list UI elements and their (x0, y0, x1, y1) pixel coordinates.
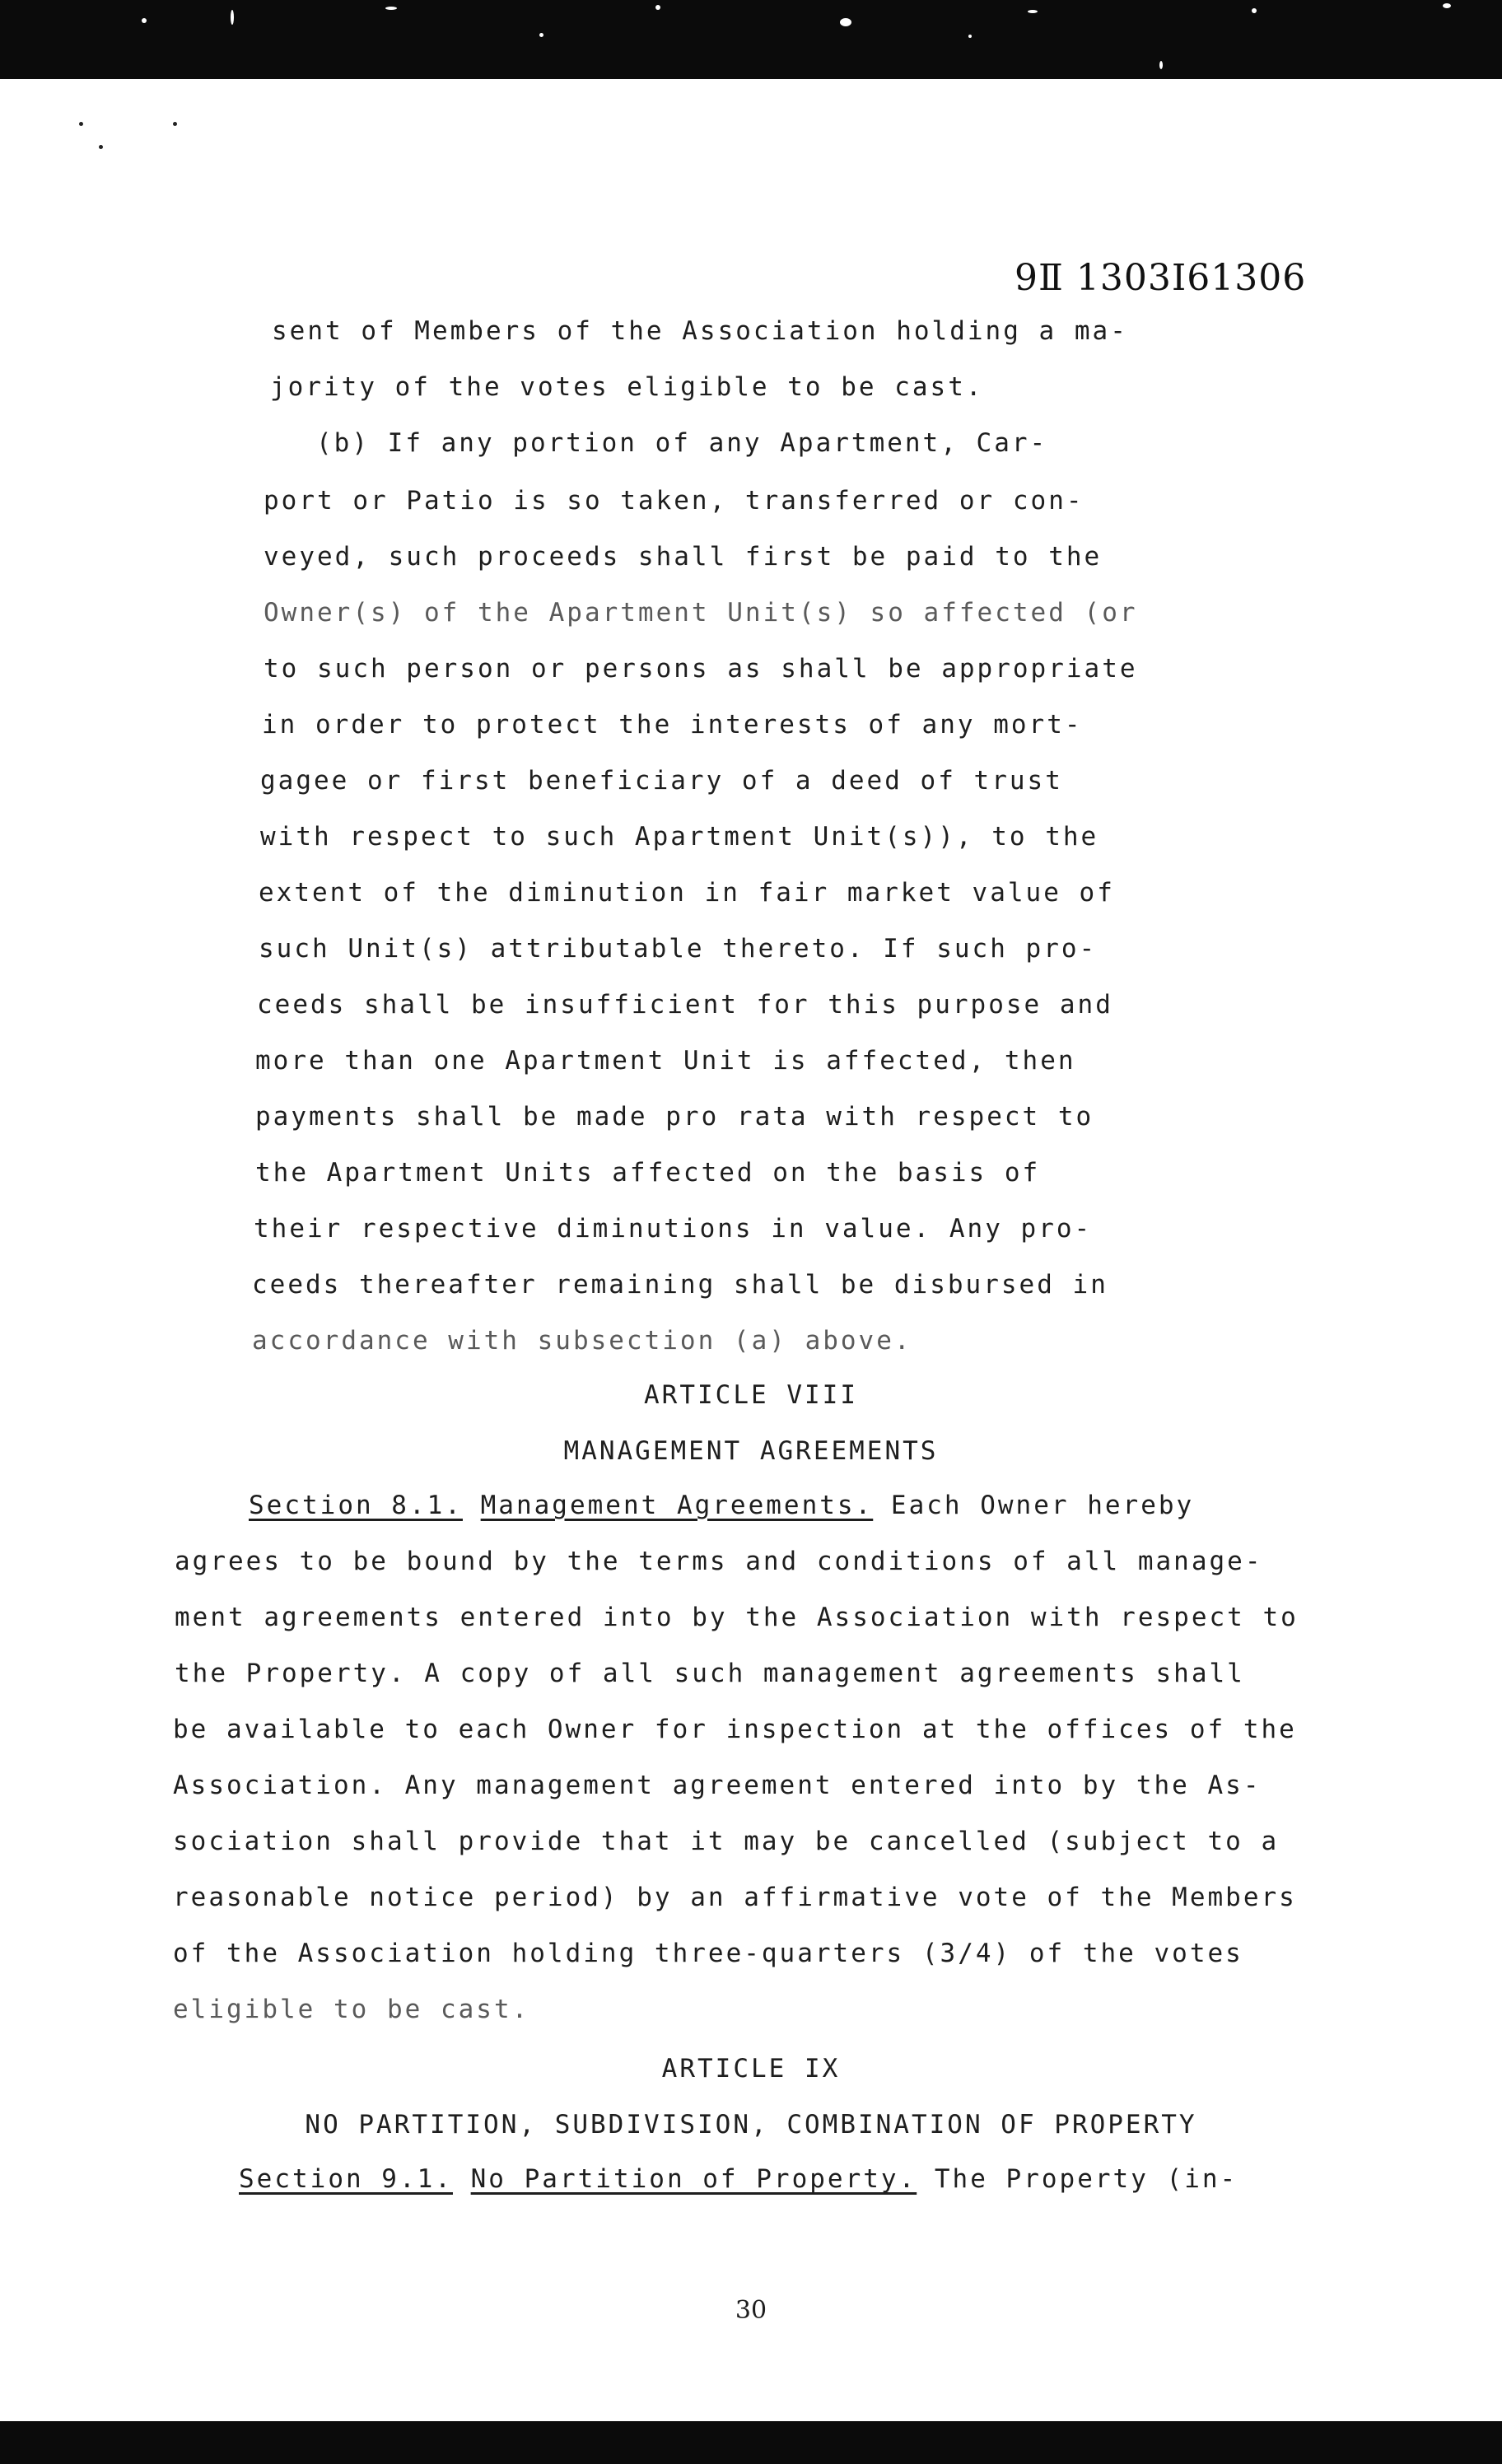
text-line: more than one Apartment Unit is affected, then (255, 1046, 1076, 1076)
scan-speck (1252, 8, 1257, 13)
article-heading: ARTICLE IX (661, 2054, 841, 2084)
scan-speck (840, 18, 851, 26)
text-line: extent of the diminution in fair market value of (259, 878, 1115, 908)
text-line: ceeds thereafter remaining shall be disbursed in (252, 1270, 1108, 1300)
scan-speck (385, 7, 397, 10)
text-line: in order to protect the interests of any mort- (262, 710, 1083, 740)
scan-speck (539, 33, 543, 37)
section-number: Section 8.1. (249, 1491, 463, 1520)
text-line: their respective diminutions in value. Any pro- (254, 1214, 1093, 1244)
scan-speck (1028, 10, 1038, 13)
section-heading-line (239, 2163, 1238, 2196)
text-line: be available to each Owner for inspection at the offices of the (173, 1715, 1297, 1744)
text-line: accordance with subsection (a) above. (252, 1326, 912, 1356)
scan-speck (173, 122, 177, 126)
text-line: ceeds shall be insufficient for this purpose and (257, 990, 1113, 1020)
text-line: jority of the votes eligible to be cast. (270, 372, 984, 402)
text-line: port or Patio is so taken, transferred or con- (264, 486, 1085, 516)
scan-speck (79, 122, 83, 126)
text-line: the Property. A copy of all such management agreements shall (175, 1659, 1245, 1688)
scan-speck (968, 35, 972, 38)
text-line: eligible to be cast. (173, 1995, 530, 2024)
section-title: Management Agreements. (480, 1491, 874, 1520)
section-title: No Partition of Property. (470, 2164, 917, 2194)
scan-speck (142, 18, 147, 23)
recording-stamp: 9Ⅱ 1303Ⅰ61306 (1015, 257, 1307, 299)
text-line: veyed, such proceeds shall first be paid to the (264, 542, 1103, 572)
page-number: 30 (735, 2296, 767, 2325)
text-line: Association. Any management agreement entered into by the As- (173, 1771, 1262, 1800)
article-title: MANAGEMENT AGREEMENTS (563, 1436, 939, 1466)
section-text: Each Owner hereby (873, 1491, 1195, 1520)
scan-speck (99, 145, 103, 149)
article-title: NO PARTITION, SUBDIVISION, COMBINATION OF PROPERTY (305, 2110, 1197, 2140)
text-line: ment agreements entered into by the Association with respect to (175, 1603, 1299, 1632)
text-line: to such person or persons as shall be appropriate (264, 654, 1138, 684)
scan-speck (1443, 3, 1451, 8)
scan-bottom-border (0, 2421, 1502, 2464)
section-heading-line (249, 1489, 1194, 1522)
scan-speck (655, 5, 660, 10)
text-line: payments shall be made pro rata with respect to (255, 1102, 1094, 1132)
text-line: the Apartment Units affected on the basis of (255, 1158, 1041, 1188)
scan-speck (231, 10, 234, 25)
text-line: sociation shall provide that it may be cancelled (subject to a (173, 1827, 1280, 1856)
article-heading: ARTICLE VIII (644, 1380, 858, 1410)
text-line: gagee or first beneficiary of a deed of trust (260, 766, 1063, 796)
section-text: The Property (in- (917, 2164, 1238, 2194)
text-line: (b) If any portion of any Apartment, Car- (316, 428, 1048, 458)
scan-speck (1159, 61, 1163, 69)
text-line: reasonable notice period) by an affirmative vote of the Members (173, 1883, 1297, 1912)
scan-top-border (0, 0, 1502, 79)
text-line: of the Association holding three-quarters (3/4) of the votes (173, 1939, 1243, 1968)
section-number: Section 9.1. (239, 2164, 453, 2194)
text-line: such Unit(s) attributable thereto. If such pro- (259, 934, 1098, 964)
text-line: sent of Members of the Association holding a ma- (272, 316, 1128, 346)
text-line: agrees to be bound by the terms and conditions of all manage- (175, 1547, 1263, 1576)
text-line: Owner(s) of the Apartment Unit(s) so affected (or (264, 598, 1138, 628)
text-line: with respect to such Apartment Unit(s)), to the (260, 822, 1099, 852)
